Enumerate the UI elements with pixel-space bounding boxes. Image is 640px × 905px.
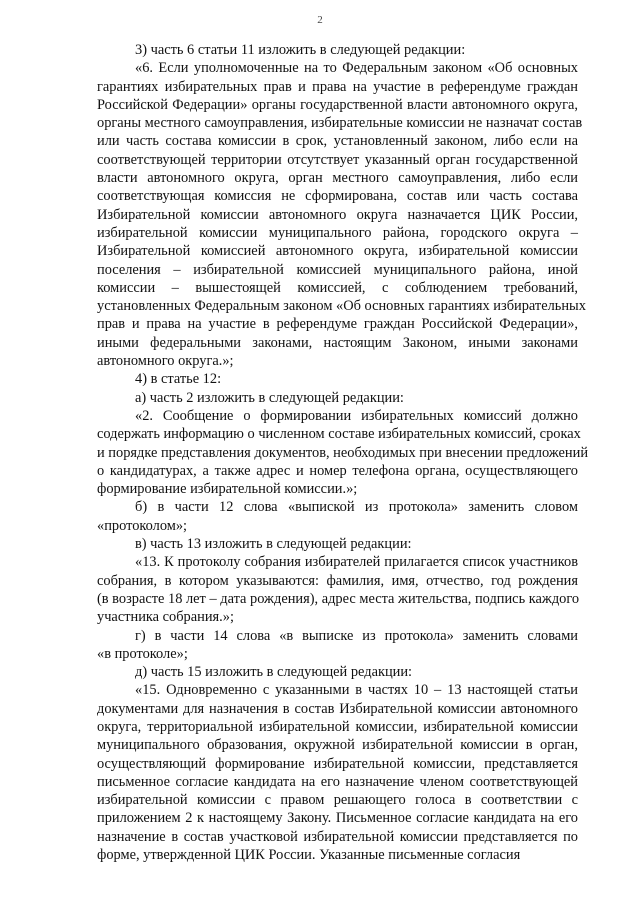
text-line: Избирательной комиссией автономного округа, избирательной комиссии <box>97 243 578 260</box>
text-line: избирательной комиссии муниципального района, городского округа – <box>97 224 578 241</box>
text-line: «протоколом»; <box>97 517 188 534</box>
page-number: 2 <box>317 14 323 26</box>
paragraph-p1 <box>97 41 578 59</box>
text-line: власти автономного округа, орган местного самоуправления, либо если <box>97 170 578 187</box>
text-line: прав и права на участие в референдуме граждан Российской Федерации», <box>97 316 578 333</box>
text-line: назначение в состав участковой избирательной комиссии представляется по <box>97 828 578 845</box>
paragraph-p6 <box>97 498 578 535</box>
paragraph-p4 <box>97 389 578 407</box>
text-line: «в протоколе»; <box>97 645 188 662</box>
text-line: поселения – избирательной комиссией муниципального района, иной <box>97 261 578 278</box>
paragraph-p11 <box>97 681 578 864</box>
text-line: приложением 2 к настоящему Закону. Письменное согласие кандидата на его <box>97 810 578 827</box>
text-line: комиссии – вышестоящей комиссией, с соблюдением требований, <box>97 279 578 296</box>
text-line: «13. К протоколу собрания избирателей прилагается список участников <box>135 554 578 571</box>
text-line: или часть состава комиссии в срок, установленный законом, либо если на <box>97 133 578 150</box>
text-line: соответствующей территории отсутствует указанный орган государственной <box>97 151 578 168</box>
text-line: участника собрания.»; <box>97 609 234 626</box>
text-line: «6. Если уполномоченные на то Федеральным законом «Об основных <box>135 60 578 77</box>
text-line: осуществляющий формирование избирательной комиссии, представляется <box>97 755 578 772</box>
text-line: муниципального образования, окружной избирательной комиссии в орган, <box>97 737 578 754</box>
text-line: соответствующая комиссия не сформирована, состав или часть состава <box>97 188 578 205</box>
text-line: Российской Федерации» органы государственной власти автономного округа, <box>97 96 578 113</box>
text-line: Избирательной комиссии автономного округа назначается ЦИК России, <box>97 206 578 223</box>
text-line: «15. Одновременно с указанными в частях 10 – 13 настоящей статьи <box>135 682 578 699</box>
text-line: форме, утвержденной ЦИК России. Указанные письменные согласия <box>97 847 521 864</box>
text-line: автономного округа.»; <box>97 353 234 370</box>
paragraph-p10 <box>97 663 578 681</box>
text-line: округа, территориальной избирательной комиссии, избирательной комиссии <box>97 718 578 735</box>
text-line: (в возрасте 18 лет – дата рождения), адрес места жительства, подпись каждого <box>97 590 580 607</box>
paragraph-p9 <box>97 627 578 664</box>
text-line: 3) часть 6 статьи 11 изложить в следующей редакции: <box>135 42 466 58</box>
text-line: а) часть 2 изложить в следующей редакции: <box>135 389 404 406</box>
text-line: г) в части 14 слова «в выписке из протокола» заменить словами <box>135 627 578 644</box>
text-line: письменное согласие кандидата на его назначение членом соответствующей <box>97 773 578 790</box>
text-line: содержать информацию о численном составе избирательных комиссий, сроках <box>97 426 581 443</box>
text-line: установленных Федеральным законом «Об основных гарантиях избирательных <box>97 298 586 315</box>
text-line: документами для назначения в состав Избирательной комиссии автономного <box>97 700 578 717</box>
text-line: гарантиях избирательных прав и права на участие в референдуме граждан <box>97 78 578 95</box>
text-line: д) часть 15 изложить в следующей редакции: <box>135 664 413 681</box>
paragraph-p8 <box>97 553 578 626</box>
paragraph-p2 <box>97 59 586 370</box>
paragraph-p3 <box>97 370 578 388</box>
text-line: в) часть 13 изложить в следующей редакции: <box>135 536 412 553</box>
text-line: собрания, в котором указываются: фамилия, имя, отчество, год рождения <box>97 572 578 589</box>
document-body <box>97 41 589 864</box>
text-line: «2. Сообщение о формировании избирательных комиссий должно <box>135 407 578 424</box>
text-line: органы местного самоуправления, избирательные комиссии не назначат состав <box>97 115 583 132</box>
text-line: формирование избирательной комиссии.»; <box>97 481 358 498</box>
text-line: и порядке представления документов, необходимых при внесении предложений <box>97 444 589 461</box>
paragraph-p5 <box>97 407 589 498</box>
text-line: 4) в статье 12: <box>135 371 222 388</box>
text-line: избирательной комиссии с правом решающего голоса в соответствии с <box>97 792 578 809</box>
text-line: о кандидатурах, а также адрес и номер телефона органа, осуществляющего <box>97 462 578 479</box>
text-line: б) в части 12 слова «выпиской из протокола» заменить словом <box>135 499 578 516</box>
text-line: иными федеральными законами, настоящим Законом, иными законами <box>97 334 578 351</box>
paragraph-p7 <box>97 535 578 553</box>
